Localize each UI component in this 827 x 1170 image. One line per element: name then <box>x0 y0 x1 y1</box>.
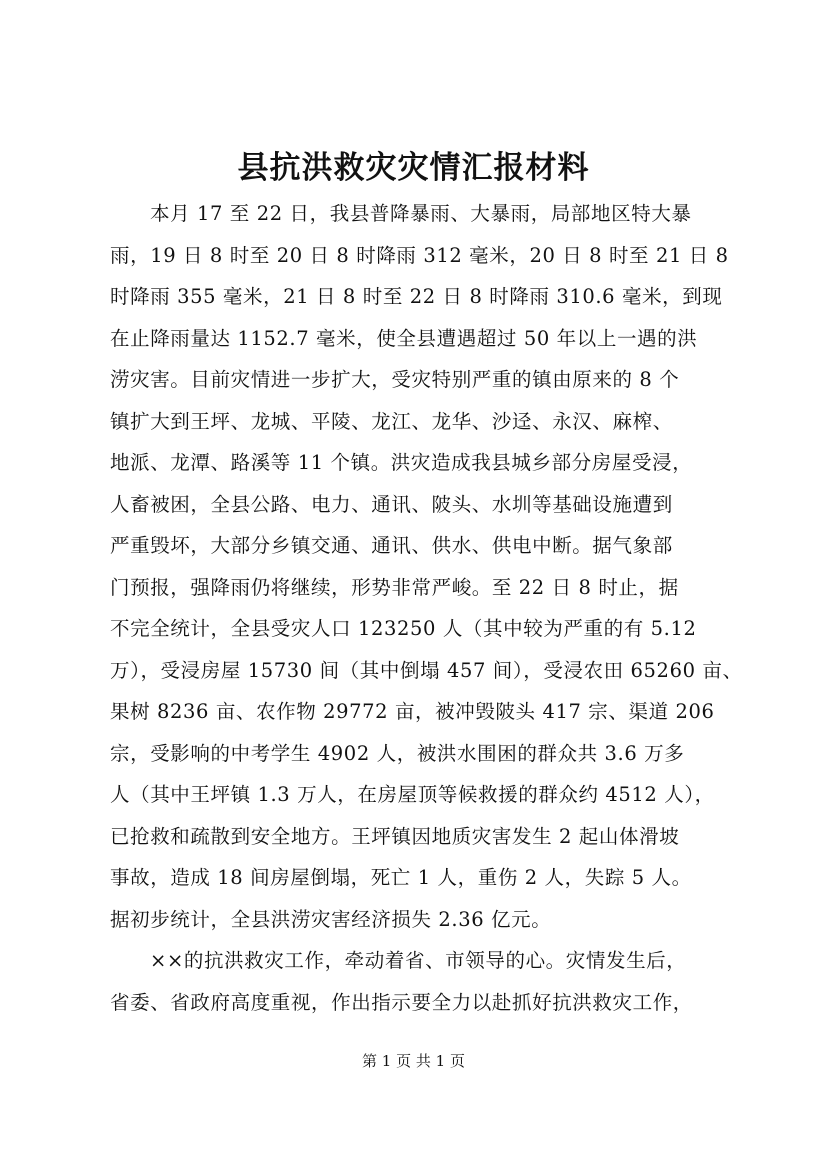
paragraph-line: 果树 8236 亩、农作物 29772 亩，被冲毁陂头 417 宗、渠道 206 <box>110 700 715 723</box>
document-body <box>110 193 750 1023</box>
paragraph-line: 已抢救和疏散到安全地方。王坪镇因地质灾害发生 2 起山体滑坡 <box>110 824 680 848</box>
paragraph-line: 省委、省政府高度重视，作出指示要全力以赴抓好抗洪救灾工作， <box>110 990 693 1014</box>
paragraph-line: 时降雨 355 毫米，21 日 8 时至 22 日 8 时降雨 310.6 毫米，到现 <box>110 285 723 308</box>
paragraph-line: 宗，受影响的中考学生 4902 人，被洪水围困的群众共 3.6 万多 <box>110 741 685 765</box>
paragraph-line: 严重毁坏，大部分乡镇交通、通讯、供水、供电中断。据气象部 <box>110 534 673 557</box>
paragraph-line: 地派、龙潭、路溪等 11 个镇。洪灾造成我县城乡部分房屋受浸， <box>110 451 693 474</box>
paragraph-line: 本月 17 至 22 日，我县普降暴雨、大暴雨，局部地区特大暴 <box>150 202 692 225</box>
paragraph-line: 人（其中王坪镇 1.3 万人，在房屋顶等候救援的群众约 4512 人）， <box>110 783 715 806</box>
paragraph-line: 在止降雨量达 1152.7 毫米，使全县遭遇超过 50 年以上一遇的洪 <box>110 326 698 350</box>
paragraph-line: 门预报，强降雨仍将继续，形势非常严峻。至 22 日 8 时止，据 <box>110 575 679 599</box>
paragraph-line: 不完全统计，全县受灾人口 123250 人（其中较为严重的有 5.12 <box>110 617 697 640</box>
paragraph-line: 事故，造成 18 间房屋倒塌，死亡 1 人，重伤 2 人，失踪 5 人。 <box>110 866 692 889</box>
paragraph-line: 人畜被困，全县公路、电力、通讯、陂头、水圳等基础设施遭到 <box>110 492 673 516</box>
paragraph-line: ××的抗洪救灾工作，牵动着省、市领导的心。灾情发生后， <box>150 949 687 972</box>
paragraph-line: 万），受浸房屋 15730 间（其中倒塌 457 间），受浸农田 65260 亩、 <box>110 658 743 682</box>
paragraph-line: 据初步统计，全县洪涝灾害经济损失 2.36 亿元。 <box>110 907 552 931</box>
paragraph-line: 雨，19 日 8 时至 20 日 8 时降雨 312 毫米，20 日 8 时至 21 日 8 <box>110 243 729 267</box>
paragraph-line: 镇扩大到王坪、龙城、平陵、龙江、龙华、沙迳、永汉、麻榨、 <box>110 409 673 433</box>
page-number: 第 1 页 共 1 页 <box>362 1052 465 1070</box>
paragraph-line: 涝灾害。目前灾情进一步扩大，受灾特别严重的镇由原来的 8 个 <box>110 368 680 391</box>
document-title: 县抗洪救灾灾情汇报材料 <box>237 150 590 186</box>
